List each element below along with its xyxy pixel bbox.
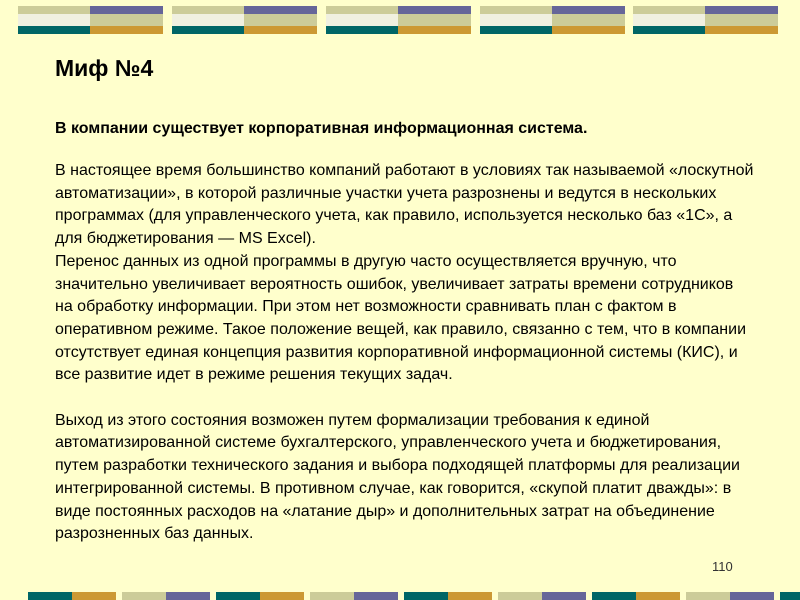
tile-segment — [172, 6, 244, 14]
tile-segment — [90, 26, 163, 34]
tile-segment — [18, 14, 90, 26]
bottom-band-segment — [686, 592, 730, 600]
slide-lead: В компании существует корпоративная информационная система. — [55, 120, 588, 137]
tile-segment — [633, 26, 705, 34]
bottom-band-segment — [166, 592, 210, 600]
bottom-band-segment — [448, 592, 492, 600]
tile-segment — [705, 6, 778, 14]
bottom-band-segment — [354, 592, 398, 600]
bottom-band-segment — [592, 592, 636, 600]
tile-segment — [398, 6, 471, 14]
tile-segment — [326, 26, 398, 34]
bottom-band-segment — [216, 592, 260, 600]
tile-segment — [480, 14, 552, 26]
tile-segment — [705, 26, 778, 34]
bottom-band-segment — [780, 592, 800, 600]
tile-segment — [398, 14, 471, 26]
tile-segment — [633, 14, 705, 26]
tile-segment — [90, 14, 163, 26]
tile-segment — [244, 14, 317, 26]
tile-segment — [172, 14, 244, 26]
decorative-tile — [633, 6, 778, 36]
page-number: 110 — [712, 559, 733, 574]
tile-segment — [326, 14, 398, 26]
paragraph-1: В настоящее время большинство компаний работают в условиях так называемой «лоскутной автоматизации», в которой различные участки учета разрознены и ведутся в нескольких программах (для управленческого учета, как правило, используется несколько баз «1С», а для бюджетирования — MS Excel). — [55, 162, 754, 248]
bottom-band-segment — [260, 592, 304, 600]
tile-segment — [552, 6, 625, 14]
slide-body — [55, 160, 755, 546]
decorative-tile — [480, 6, 625, 36]
tile-segment — [244, 6, 317, 14]
tile-segment — [398, 26, 471, 34]
tile-segment — [18, 6, 90, 14]
tile-segment — [480, 6, 552, 14]
tile-segment — [172, 26, 244, 34]
bottom-decorative-band — [0, 592, 800, 600]
tile-segment — [552, 14, 625, 26]
bottom-band-segment — [72, 592, 116, 600]
paragraph-2: Перенос данных из одной программы в другую часто осуществляется вручную, что значительно увеличивает вероятность ошибок, увеличивает затраты времени сотрудников на обработку информации. При этом нет возможности сравнивать план с фактом в оперативном режиме. Такое положение вещей, как правило, связанно с тем, что в компании отсутствует единая концепция развития корпоративной информационной системы (КИС), и все развитие идет в режиме решения текущих задач. — [55, 252, 747, 384]
tile-segment — [552, 26, 625, 34]
bottom-band-segment — [730, 592, 774, 600]
decorative-tile — [172, 6, 317, 36]
decorative-tile — [18, 6, 163, 36]
tile-segment — [705, 14, 778, 26]
tile-segment — [90, 6, 163, 14]
paragraph-gap — [55, 387, 755, 410]
tile-segment — [18, 26, 90, 34]
paragraph-3: Выход из этого состояния возможен путем формализации требования к единой автоматизированной системе бухгалтерского, управленческого учета и бюджетирования, путем разработки технического задания и выбора подходящей платформы для реализации интегрированной системы. В противном случае, как говорится, «скупой платит дважды»: в виде постоянных расходов на «латание дыр» и дополнительных затрат на объединение разрозненных баз данных. — [55, 411, 740, 543]
tile-segment — [480, 26, 552, 34]
tile-segment — [633, 6, 705, 14]
decorative-tile — [326, 6, 471, 36]
bottom-band-segment — [28, 592, 72, 600]
slide-title: Миф №4 — [55, 55, 154, 81]
bottom-band-segment — [636, 592, 680, 600]
bottom-band-segment — [310, 592, 354, 600]
bottom-band-segment — [404, 592, 448, 600]
top-decorative-band — [0, 0, 800, 40]
bottom-band-segment — [542, 592, 586, 600]
tile-segment — [326, 6, 398, 14]
bottom-band-segment — [498, 592, 542, 600]
bottom-band-segment — [122, 592, 166, 600]
tile-segment — [244, 26, 317, 34]
